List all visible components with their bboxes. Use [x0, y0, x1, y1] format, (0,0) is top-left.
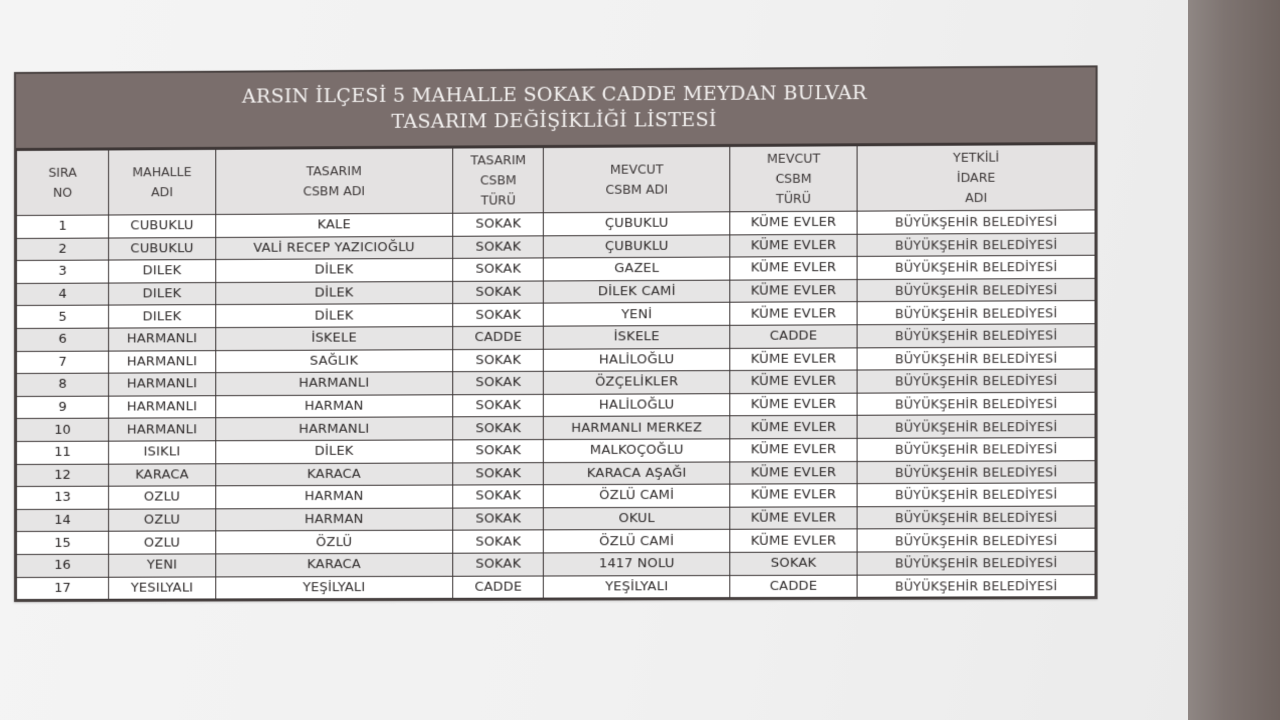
cell-sira-no: 14 — [16, 509, 108, 532]
cell-mevcut-adi: YEŞİLYALI — [544, 575, 730, 598]
cell-yetkili-idare: BÜYÜKŞEHİR BELEDİYESİ — [857, 415, 1095, 439]
cell-mevcut-turu: KÜME EVLER — [730, 234, 858, 257]
cell-mevcut-adi: HALİLOĞLU — [544, 393, 730, 416]
cell-yetkili-idare: BÜYÜKŞEHİR BELEDİYESİ — [857, 210, 1095, 234]
cell-sira-no: 8 — [16, 373, 108, 396]
cell-mevcut-turu: KÜME EVLER — [730, 461, 858, 484]
table-body — [16, 210, 1095, 600]
cell-tasarim-adi: KARACA — [215, 553, 453, 576]
table-row — [16, 528, 1095, 554]
cell-mahalle: DILEK — [109, 260, 215, 283]
cell-yetkili-idare: BÜYÜKŞEHİR BELEDİYESİ — [857, 278, 1095, 302]
cell-yetkili-idare: BÜYÜKŞEHİR BELEDİYESİ — [857, 301, 1095, 325]
cell-tasarim-turu: SOKAK — [453, 439, 544, 462]
cell-tasarim-turu: SOKAK — [453, 303, 544, 326]
cell-mevcut-turu: KÜME EVLER — [730, 211, 858, 234]
cell-mahalle: YENI — [109, 554, 215, 577]
cell-yetkili-idare: BÜYÜKŞEHİR BELEDİYESİ — [857, 346, 1095, 370]
cell-mahalle: YESILYALI — [109, 576, 215, 599]
cell-mevcut-adi: HARMANLI MERKEZ — [544, 416, 730, 439]
cell-sira-no: 6 — [16, 328, 108, 351]
cell-mahalle: HARMANLI — [109, 328, 215, 351]
header-tasarim-csbm-turu: TASARIM CSBM TÜRÜ — [453, 148, 544, 214]
cell-mevcut-adi: YENİ — [544, 303, 730, 327]
cell-mevcut-turu: KÜME EVLER — [730, 438, 858, 461]
cell-mevcut-adi: 1417 NOLU — [544, 552, 730, 575]
cell-yetkili-idare: BÜYÜKŞEHİR BELEDİYESİ — [857, 528, 1095, 551]
cell-tasarim-turu: SOKAK — [453, 507, 544, 530]
cell-tasarim-adi: SAĞLIK — [215, 349, 453, 373]
cell-mevcut-turu: KÜME EVLER — [730, 393, 858, 416]
cell-sira-no: 9 — [16, 396, 108, 419]
cell-mevcut-turu: KÜME EVLER — [730, 416, 858, 439]
cell-mevcut-adi: ÖZLÜ CAMİ — [544, 530, 730, 553]
cell-tasarim-adi: HARMAN — [215, 485, 453, 508]
cell-tasarim-adi: DİLEK — [215, 259, 453, 283]
table-row — [16, 551, 1095, 577]
cell-tasarim-turu: CADDE — [453, 576, 544, 599]
header-yetkili-idare-adi: YETKİLİ İDARE ADI — [857, 144, 1095, 211]
cell-tasarim-adi: HARMANLI — [215, 417, 453, 441]
cell-tasarim-adi: DİLEK — [215, 304, 453, 328]
cell-tasarim-adi: KARACA — [215, 462, 453, 485]
cell-mahalle: HARMANLI — [109, 418, 215, 441]
cell-tasarim-adi: HARMAN — [215, 508, 453, 531]
cell-sira-no: 3 — [16, 260, 108, 283]
cell-mevcut-turu: KÜME EVLER — [730, 347, 858, 370]
cell-tasarim-turu: SOKAK — [453, 485, 544, 508]
header-tasarim-csbm-adi: TASARIM CSBM ADI — [215, 148, 453, 214]
cell-mevcut-turu: KÜME EVLER — [730, 484, 858, 507]
cell-yetkili-idare: BÜYÜKŞEHİR BELEDİYESİ — [857, 233, 1095, 257]
cell-mahalle: HARMANLI — [109, 395, 215, 418]
table-row — [16, 506, 1095, 532]
cell-tasarim-turu: SOKAK — [453, 213, 544, 236]
cell-mahalle: HARMANLI — [109, 373, 215, 396]
cell-mahalle: OZLU — [109, 531, 215, 554]
cell-tasarim-adi: HARMAN — [215, 395, 453, 419]
cell-tasarim-turu: SOKAK — [453, 417, 544, 440]
cell-mahalle: OZLU — [109, 486, 215, 509]
cell-tasarim-adi: HARMANLI — [215, 372, 453, 396]
cell-mevcut-adi: GAZEL — [544, 257, 730, 281]
cell-sira-no: 13 — [16, 486, 108, 509]
header-sira-no: SIRA NO — [16, 150, 108, 216]
header-mevcut-csbm-turu: MEVCUT CSBM TÜRÜ — [730, 146, 858, 212]
cell-mahalle: HARMANLI — [109, 350, 215, 373]
cell-mahalle: CUBUKLU — [109, 237, 215, 260]
cell-tasarim-turu: SOKAK — [453, 553, 544, 576]
cell-tasarim-adi: YEŞİLYALI — [215, 576, 453, 599]
cell-yetkili-idare: BÜYÜKŞEHİR BELEDİYESİ — [857, 506, 1095, 529]
cell-mevcut-adi: ÇUBUKLU — [544, 234, 730, 258]
cell-sira-no: 12 — [16, 464, 108, 487]
cell-sira-no: 2 — [16, 238, 108, 261]
cell-tasarim-turu: SOKAK — [453, 235, 544, 258]
cell-sira-no: 10 — [16, 418, 108, 441]
cell-tasarim-adi: ÖZLÜ — [215, 530, 453, 553]
cell-tasarim-adi: İSKELE — [215, 327, 453, 351]
table-row — [16, 574, 1095, 600]
cell-mevcut-adi: OKUL — [544, 507, 730, 530]
header-row — [16, 144, 1095, 215]
cell-tasarim-adi: KALE — [215, 213, 453, 237]
cell-tasarim-turu: SOKAK — [453, 371, 544, 394]
cell-sira-no: 7 — [16, 351, 108, 374]
cell-mevcut-turu: KÜME EVLER — [730, 506, 858, 529]
cell-yetkili-idare: BÜYÜKŞEHİR BELEDİYESİ — [857, 392, 1095, 416]
cell-mevcut-adi: İSKELE — [544, 325, 730, 348]
cell-mahalle: OZLU — [109, 509, 215, 532]
cell-tasarim-turu: SOKAK — [453, 462, 544, 485]
cell-sira-no: 1 — [16, 215, 108, 238]
cell-mevcut-adi: HALİLOĞLU — [544, 348, 730, 371]
title-line-2: TASARIM DEĞİŞİKLİĞİ LİSTESİ — [391, 108, 717, 133]
street-table — [16, 144, 1096, 600]
cell-yetkili-idare: BÜYÜKŞEHİR BELEDİYESİ — [857, 483, 1095, 507]
title-line-1: ARSIN İLÇESİ 5 MAHALLE SOKAK CADDE MEYDAN BULVAR — [242, 81, 867, 108]
cell-sira-no: 11 — [16, 441, 108, 464]
cell-tasarim-turu: SOKAK — [453, 349, 544, 372]
cell-mevcut-adi: ÖZLÜ CAMİ — [544, 484, 730, 507]
cell-mevcut-turu: KÜME EVLER — [730, 302, 858, 325]
table-title — [16, 67, 1096, 150]
cell-tasarim-turu: SOKAK — [453, 530, 544, 553]
cell-yetkili-idare: BÜYÜKŞEHİR BELEDİYESİ — [857, 324, 1095, 348]
cell-yetkili-idare: BÜYÜKŞEHİR BELEDİYESİ — [857, 574, 1095, 597]
cell-tasarim-adi: DİLEK — [215, 281, 453, 305]
cell-mevcut-turu: CADDE — [730, 575, 858, 598]
cell-sira-no: 16 — [16, 554, 108, 577]
cell-mahalle: DILEK — [109, 305, 215, 328]
cell-yetkili-idare: BÜYÜKŞEHİR BELEDİYESİ — [857, 551, 1095, 574]
cell-mevcut-turu: KÜME EVLER — [730, 279, 858, 302]
header-mevcut-csbm-adi: MEVCUT CSBM ADI — [544, 146, 730, 212]
cell-sira-no: 17 — [16, 577, 108, 600]
cell-yetkili-idare: BÜYÜKŞEHİR BELEDİYESİ — [857, 369, 1095, 393]
wall — [1188, 0, 1280, 720]
cell-mevcut-adi: DİLEK CAMİ — [544, 280, 730, 304]
cell-tasarim-turu: SOKAK — [453, 258, 544, 281]
header-mahalle-adi: MAHALLE ADI — [109, 149, 215, 215]
cell-sira-no: 4 — [16, 283, 108, 306]
cell-mahalle: CUBUKLU — [109, 214, 215, 237]
cell-tasarim-turu: SOKAK — [453, 394, 544, 417]
cell-tasarim-adi: VALİ RECEP YAZICIOĞLU — [215, 236, 453, 260]
cell-mevcut-adi: KARACA AŞAĞI — [544, 461, 730, 484]
cell-tasarim-adi: DİLEK — [215, 440, 453, 464]
cell-mevcut-adi: MALKOÇOĞLU — [544, 439, 730, 462]
cell-yetkili-idare: BÜYÜKŞEHİR BELEDİYESİ — [857, 460, 1095, 484]
cell-mevcut-adi: ÖZÇELİKLER — [544, 371, 730, 394]
cell-mevcut-turu: KÜME EVLER — [730, 529, 858, 552]
cell-yetkili-idare: BÜYÜKŞEHİR BELEDİYESİ — [857, 255, 1095, 279]
cell-mevcut-adi: ÇUBUKLU — [544, 212, 730, 236]
cell-sira-no: 5 — [16, 305, 108, 328]
cell-tasarim-turu: SOKAK — [453, 281, 544, 304]
cell-sira-no: 15 — [16, 532, 108, 555]
cell-tasarim-turu: CADDE — [453, 326, 544, 349]
cell-yetkili-idare: BÜYÜKŞEHİR BELEDİYESİ — [857, 437, 1095, 461]
cell-mevcut-turu: SOKAK — [730, 552, 858, 575]
cell-mevcut-turu: CADDE — [730, 325, 858, 348]
cell-mahalle: DILEK — [109, 282, 215, 305]
cell-mevcut-turu: KÜME EVLER — [730, 370, 858, 393]
cell-mahalle: KARACA — [109, 463, 215, 486]
cell-mahalle: ISIKLI — [109, 441, 215, 464]
design-change-list — [14, 65, 1098, 602]
cell-mevcut-turu: KÜME EVLER — [730, 257, 858, 280]
